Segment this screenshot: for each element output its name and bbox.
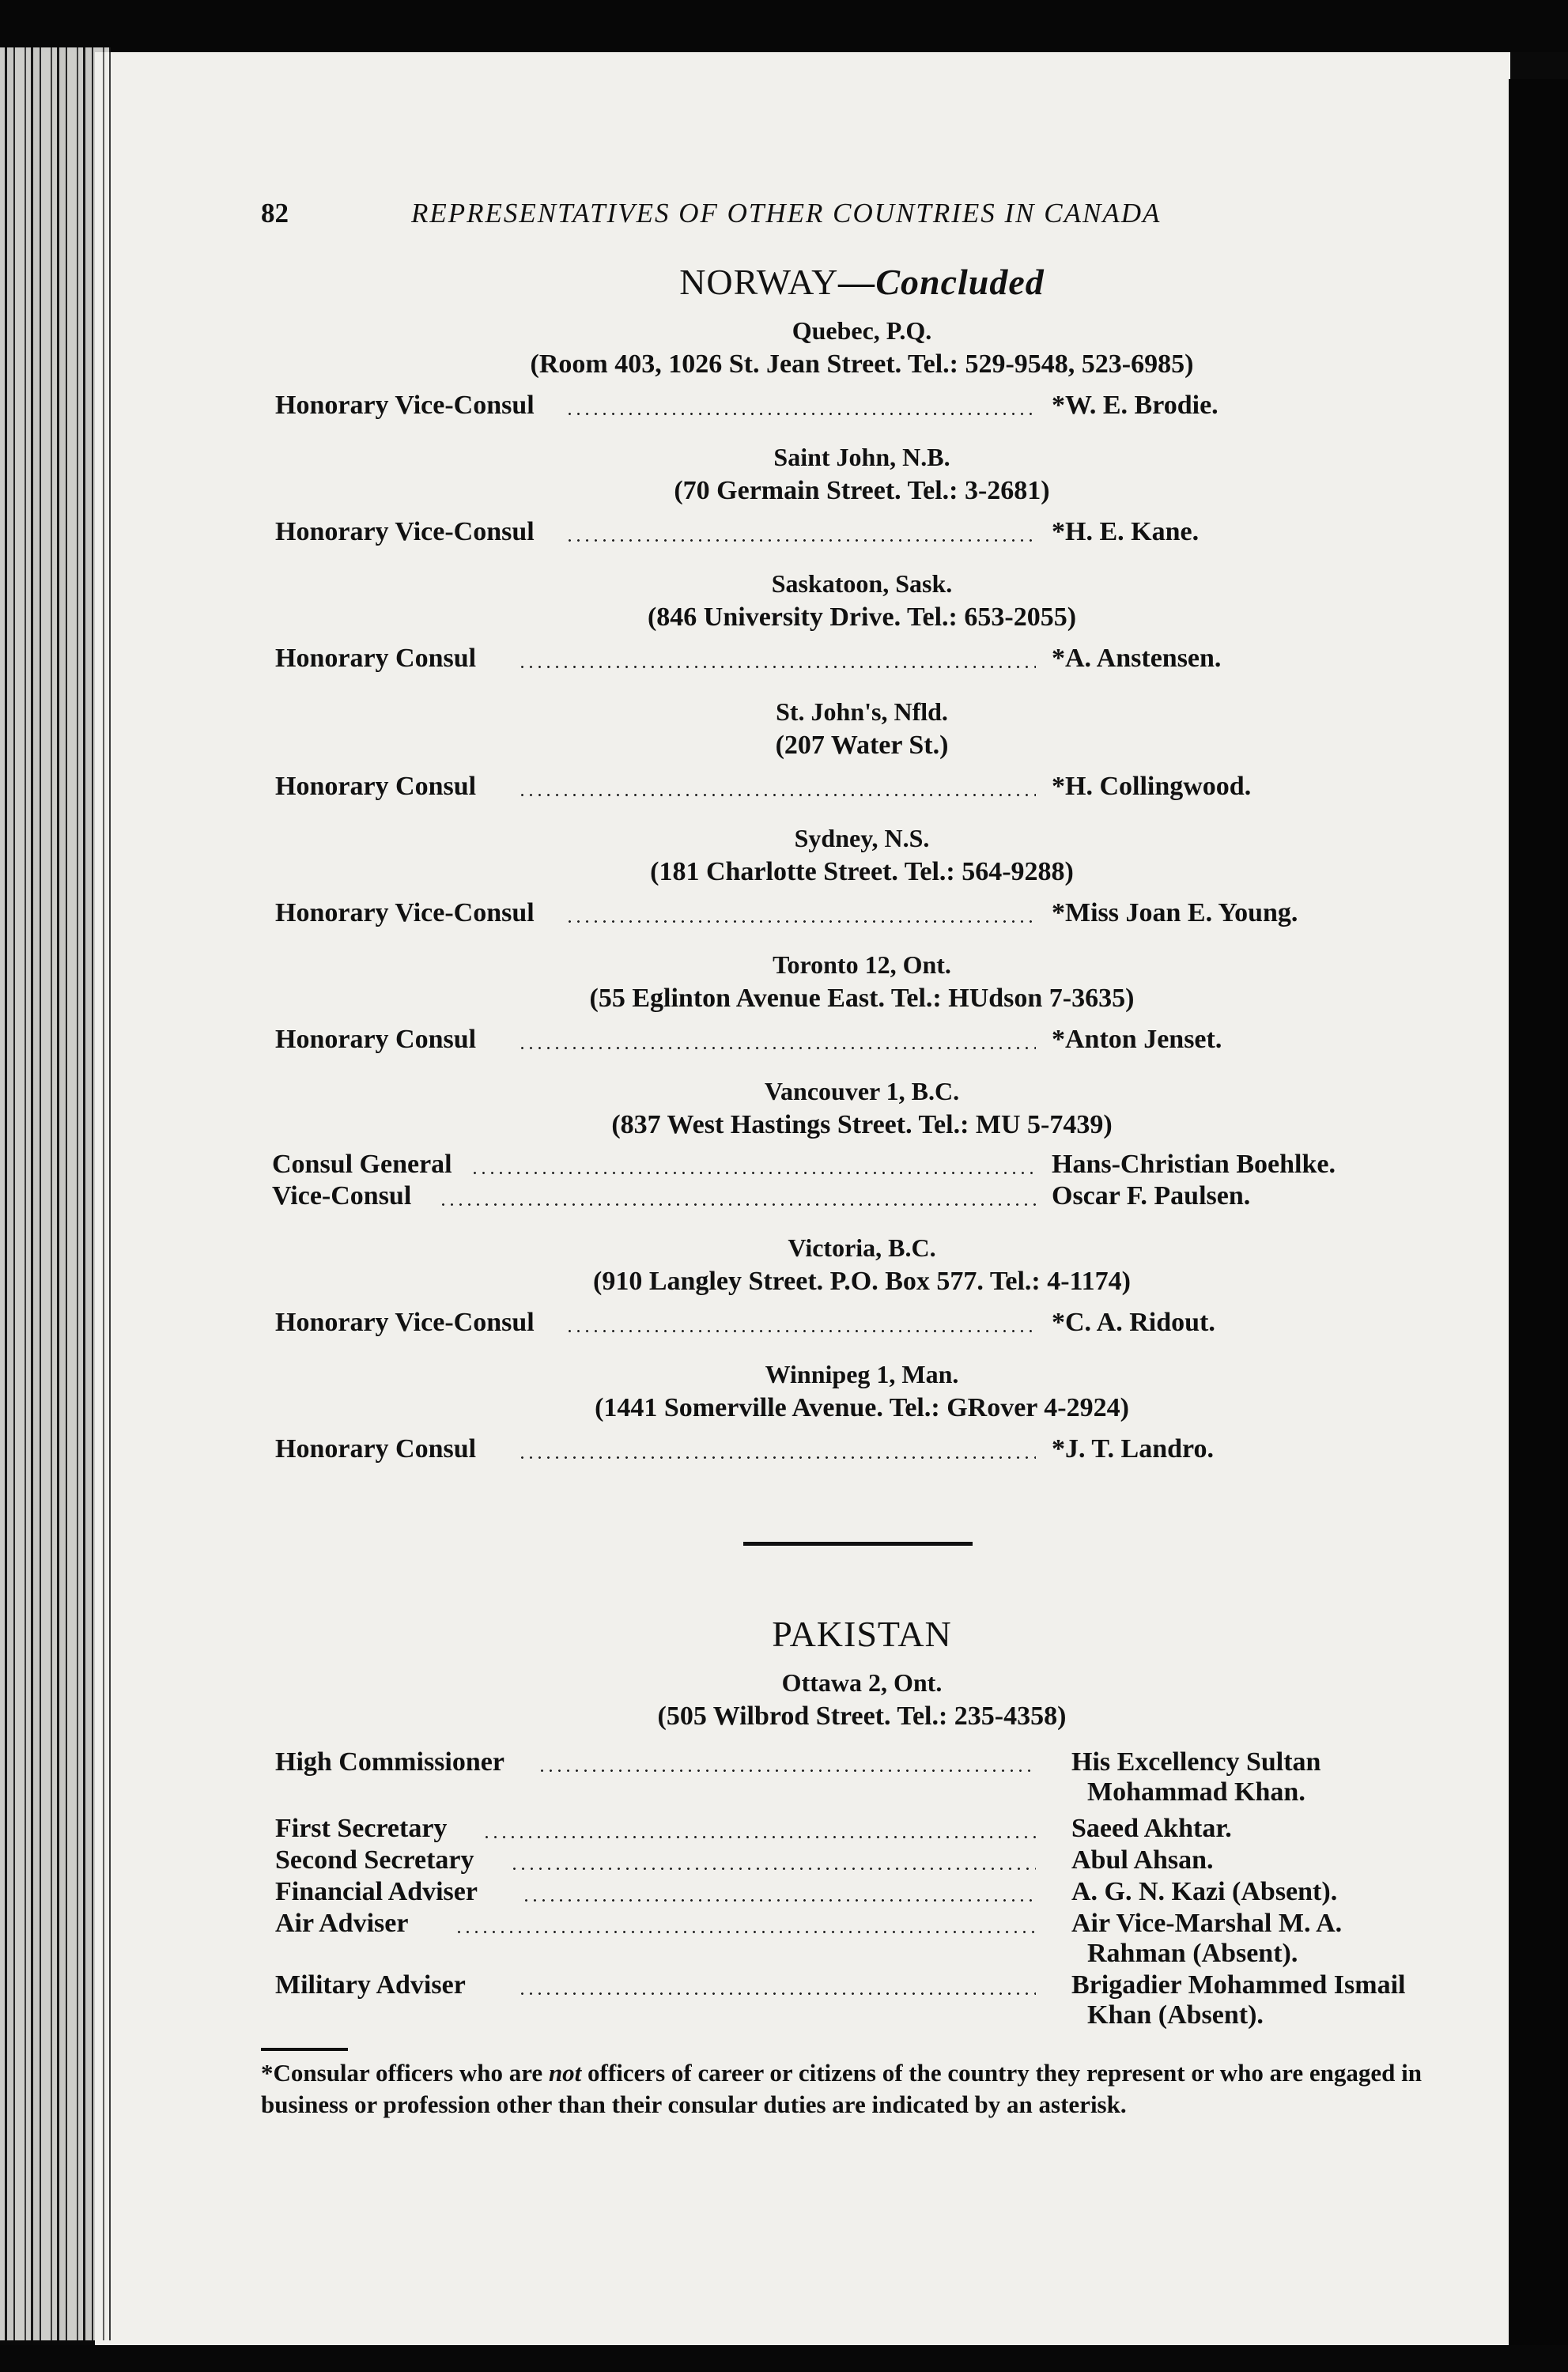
scan-top-border (0, 0, 1568, 52)
city-heading: St. John's, Nfld. (776, 697, 948, 726)
city-heading: Ottawa 2, Ont. (781, 1668, 943, 1697)
dot-leader (518, 794, 1036, 796)
officer-name: His Excellency Sultan (1071, 1747, 1321, 1777)
officer-role: Honorary Consul (275, 1025, 477, 1054)
footnote-rule (261, 2048, 348, 2051)
officer-entry (261, 1970, 1463, 2030)
dot-leader (565, 413, 1036, 415)
officer-name: *H. E. Kane. (1052, 517, 1200, 546)
officer-role: Financial Adviser (275, 1877, 478, 1906)
page-number: 82 (261, 198, 289, 229)
dot-leader (482, 1836, 1036, 1838)
officer-entry (261, 1308, 1463, 1339)
footnote (261, 2057, 1463, 2121)
officer-entry (261, 1877, 1463, 1909)
address-line: (181 Charlotte Street. Tel.: 564-9288) (650, 857, 1074, 886)
officer-entry (261, 1845, 1463, 1877)
dot-leader (565, 539, 1036, 542)
address-line: (505 Wilbrod Street. Tel.: 235-4358) (657, 1702, 1067, 1731)
officer-name: *Anton Jenset. (1052, 1025, 1222, 1054)
city-heading: Sydney, N.S. (794, 824, 930, 852)
officer-entry (261, 517, 1463, 549)
officer-entry (261, 1434, 1463, 1466)
book-binding-edge (0, 47, 111, 2340)
officer-role: Honorary Consul (275, 644, 477, 673)
footnote-emphasis: not (548, 2059, 582, 2087)
officer-name: *H. Collingwood. (1052, 772, 1252, 801)
address-line: (837 West Hastings Street. Tel.: MU 5-7439) (611, 1110, 1113, 1139)
officer-name: *A. Anstensen. (1052, 644, 1222, 673)
officer-role: Honorary Vice-Consul (275, 391, 535, 420)
dot-leader (439, 1203, 1036, 1206)
officer-name: Saeed Akhtar. (1071, 1814, 1232, 1843)
officer-entry (261, 1150, 1463, 1181)
address-line: (Room 403, 1026 St. Jean Street. Tel.: 529-9548, 523-6985) (530, 349, 1194, 379)
officer-name: Brigadier Mohammed Ismail (1071, 1970, 1406, 2000)
country-heading-pakistan: PAKISTAN (772, 1614, 952, 1654)
address-line: (1441 Somerville Avenue. Tel.: GRover 4-2924) (595, 1393, 1129, 1422)
city-heading: Quebec, P.Q. (792, 316, 932, 345)
city-heading: Saskatoon, Sask. (771, 569, 953, 598)
officer-entry (261, 1909, 1463, 1968)
officer-role: Vice-Consul (272, 1181, 412, 1211)
scan-bottom-border (0, 2345, 1568, 2372)
dot-leader (538, 1770, 1036, 1772)
address-line: (70 Germain Street. Tel.: 3-2681) (674, 476, 1050, 505)
officer-role: Honorary Vice-Consul (275, 1308, 535, 1337)
officer-name: *W. E. Brodie. (1052, 391, 1219, 420)
officer-role: Honorary Consul (275, 1434, 477, 1464)
officer-name: Abul Ahsan. (1071, 1845, 1214, 1875)
scan-right-border (1509, 79, 1568, 2356)
footnote-text-start: *Consular officers who are (261, 2059, 549, 2087)
footnote-text-end: officers of career or citizens of the country they represent or who are engaged in business or profession other than their consular duties are indicated by an asterisk. (261, 2059, 1422, 2118)
dot-leader (470, 1172, 1036, 1174)
dot-leader (518, 1992, 1036, 1995)
section-divider (743, 1542, 973, 1546)
dot-leader (518, 1047, 1036, 1049)
officer-entry (261, 1747, 1463, 1807)
dot-leader (455, 1931, 1036, 1933)
country-heading-norway (261, 261, 1463, 303)
officer-entry (261, 1814, 1463, 1845)
officer-role: Honorary Consul (275, 772, 477, 801)
address-line: (846 University Drive. Tel.: 653-2055) (647, 602, 1077, 632)
dot-leader (510, 1868, 1036, 1870)
officer-role: Honorary Vice-Consul (275, 898, 535, 927)
country-concluded: —Concluded (838, 262, 1045, 302)
officer-role: Honorary Vice-Consul (275, 517, 535, 546)
city-heading: Victoria, B.C. (788, 1233, 936, 1262)
officer-name-continued: Rahman (Absent). (1087, 1939, 1298, 1968)
officer-role: High Commissioner (275, 1747, 504, 1777)
dot-leader (565, 1330, 1036, 1332)
city-heading: Vancouver 1, B.C. (764, 1077, 960, 1105)
dot-leader (522, 1899, 1036, 1902)
dot-leader (565, 920, 1036, 923)
country-name: NORWAY (679, 262, 839, 302)
officer-name: Hans-Christian Boehlke. (1052, 1150, 1336, 1179)
officer-role: Military Adviser (275, 1970, 466, 2000)
running-head (261, 198, 1463, 237)
city-heading: Saint John, N.B. (773, 443, 950, 471)
officer-role: Consul General (272, 1150, 452, 1179)
officer-role: Second Secretary (275, 1845, 474, 1875)
officer-name: *C. A. Ridout. (1052, 1308, 1215, 1337)
dot-leader (518, 666, 1036, 668)
city-heading: Toronto 12, Ont. (773, 950, 951, 979)
address-line: (207 Water St.) (775, 731, 949, 760)
officer-role: Air Adviser (275, 1909, 409, 1938)
address-line: (55 Eglinton Avenue East. Tel.: HUdson 7-3635) (589, 984, 1135, 1013)
address-line: (910 Langley Street. P.O. Box 577. Tel.: 4-1174) (593, 1267, 1131, 1296)
officer-name: Air Vice-Marshal M. A. (1071, 1909, 1343, 1938)
officer-entry (261, 644, 1463, 675)
officer-name: *J. T. Landro. (1052, 1434, 1215, 1464)
officer-name: Oscar F. Paulsen. (1052, 1181, 1251, 1211)
officer-entry (261, 391, 1463, 422)
dot-leader (518, 1456, 1036, 1459)
running-head-title: REPRESENTATIVES OF OTHER COUNTRIES IN CANADA (411, 198, 1162, 229)
officer-entry (261, 898, 1463, 930)
officer-entry (261, 772, 1463, 803)
officer-entry (261, 1181, 1463, 1213)
officer-name-continued: Khan (Absent). (1087, 2000, 1264, 2030)
officer-name: A. G. N. Kazi (Absent). (1071, 1877, 1338, 1906)
officer-role: First Secretary (275, 1814, 448, 1843)
officer-name: *Miss Joan E. Young. (1052, 898, 1298, 927)
city-heading: Winnipeg 1, Man. (765, 1360, 959, 1388)
officer-entry (261, 1025, 1463, 1056)
officer-name-continued: Mohammad Khan. (1087, 1777, 1305, 1807)
